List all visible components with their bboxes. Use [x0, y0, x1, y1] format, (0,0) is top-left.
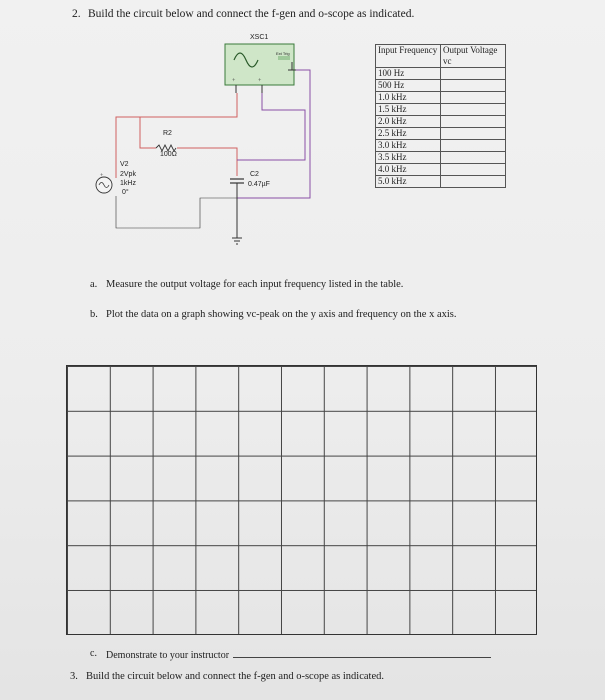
capacitor-name: C2 — [250, 171, 259, 178]
input-frequency-cell: 3.0 kHz — [376, 140, 441, 152]
scope-trigger-label: Ext Trig — [276, 51, 290, 56]
circuit-schematic — [0, 0, 605, 260]
source-phase: 0° — [122, 189, 129, 196]
part-a — [90, 279, 403, 290]
capacitor-value: 0.47µF — [248, 181, 270, 188]
table-row — [376, 152, 506, 164]
question-3 — [70, 671, 384, 682]
input-frequency-cell: 1.0 kHz — [376, 92, 441, 104]
question-3-number: 3. — [70, 671, 78, 682]
input-frequency-cell: 500 Hz — [376, 80, 441, 92]
question-3-text: Build the circuit below and connect the f-gen and o-scope as indicated. — [86, 671, 384, 682]
input-frequency-cell: 2.0 kHz — [376, 116, 441, 128]
table-row — [376, 128, 506, 140]
input-frequency-cell: 5.0 kHz — [376, 176, 441, 188]
part-a-letter: a. — [90, 279, 98, 290]
source-frequency: 1kHz — [120, 180, 136, 187]
svg-text:+: + — [100, 173, 104, 179]
wire-source-to-scope — [116, 93, 237, 178]
graph-grid[interactable] — [66, 365, 537, 635]
table-row — [376, 104, 506, 116]
resistor-name: R2 — [163, 130, 172, 137]
header-output-voltage: Output Voltage vc — [441, 45, 506, 68]
output-voltage-cell[interactable] — [441, 140, 506, 152]
source-name: V2 — [120, 161, 129, 168]
table-row — [376, 140, 506, 152]
output-voltage-cell[interactable] — [441, 116, 506, 128]
part-c-text: Demonstrate to your instructor — [106, 650, 230, 661]
output-voltage-cell[interactable] — [441, 152, 506, 164]
output-voltage-cell[interactable] — [441, 80, 506, 92]
wire-scope-b — [237, 93, 305, 160]
output-voltage-cell[interactable] — [441, 176, 506, 188]
input-frequency-cell: 3.5 kHz — [376, 152, 441, 164]
output-voltage-cell[interactable] — [441, 164, 506, 176]
source-amplitude: 2Vpk — [120, 171, 136, 178]
input-frequency-cell: 100 Hz — [376, 68, 441, 80]
part-b-letter: b. — [90, 309, 98, 320]
signature-line[interactable] — [233, 648, 491, 658]
frequency-table — [375, 44, 506, 188]
header-input-frequency: Input Frequency — [376, 45, 441, 68]
table-row — [376, 164, 506, 176]
question-2-number: 2. — [72, 8, 81, 20]
scope-label: XSC1 — [250, 34, 269, 41]
question-2-text: Build the circuit below and connect the f-gen and o-scope as indicated. — [88, 8, 415, 20]
part-c — [90, 648, 491, 661]
part-c-letter: c. — [90, 648, 97, 659]
output-voltage-cell[interactable] — [441, 104, 506, 116]
table-row — [376, 68, 506, 80]
wire-r2-to-c2 — [177, 148, 237, 176]
ext-trig-tag — [278, 56, 290, 60]
table-row — [376, 176, 506, 188]
table-row — [376, 80, 506, 92]
part-b — [90, 308, 520, 322]
svg-text:+: + — [258, 78, 262, 84]
part-a-text: Measure the output voltage for each input frequency listed in the table. — [106, 279, 404, 290]
part-b-text: Plot the data on a graph showing vc-peak on the y axis and frequency on the x axis. — [106, 309, 457, 320]
output-voltage-cell[interactable] — [441, 68, 506, 80]
input-frequency-cell: 2.5 kHz — [376, 128, 441, 140]
resistor-value: 100Ω — [160, 151, 177, 158]
table-row — [376, 92, 506, 104]
output-voltage-cell[interactable] — [441, 92, 506, 104]
table-row — [376, 116, 506, 128]
input-frequency-cell: 1.5 kHz — [376, 104, 441, 116]
svg-text:+: + — [232, 78, 236, 84]
input-frequency-cell: 4.0 kHz — [376, 164, 441, 176]
output-voltage-cell[interactable] — [441, 128, 506, 140]
